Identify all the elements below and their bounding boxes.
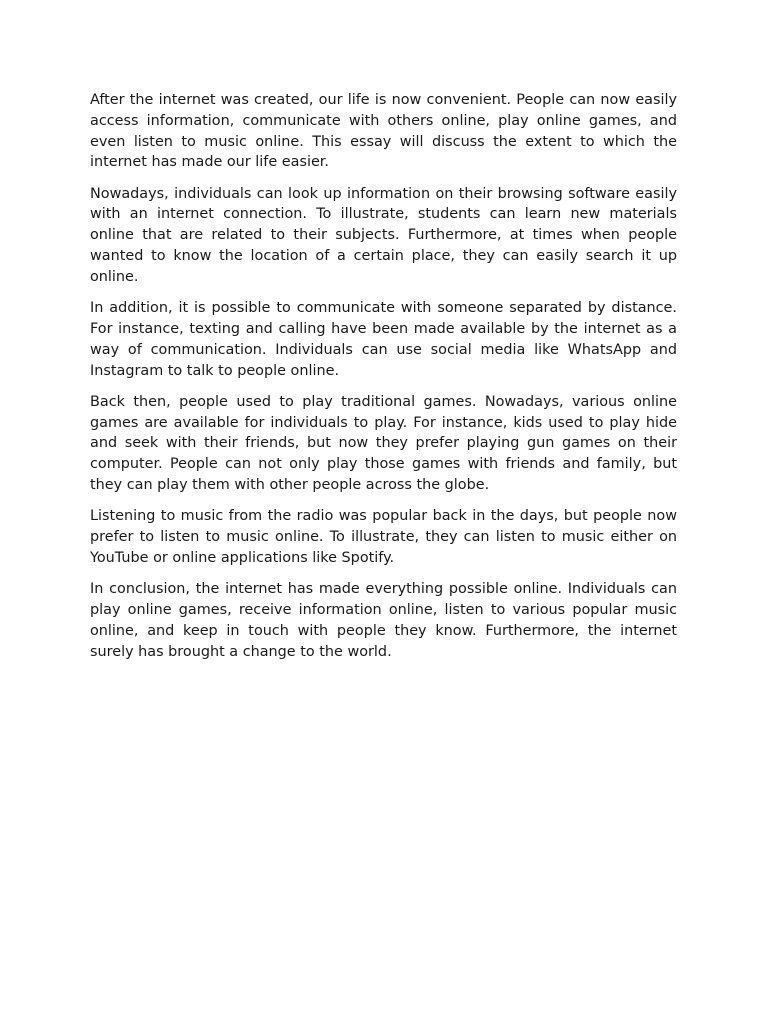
paragraph-introduction: After the internet was created, our life is now convenient. People can now easily access information, communicate with others online, play online games, and even listen to music online. This essay will discuss the extent to which the internet has made our life easier. [90,92,677,171]
paragraph-online-games: Back then, people used to play traditional games. Nowadays, various online games are available for individuals to play. For instance, kids used to play hide and seek with their friends, but now they prefer playing gun games on their computer. People can not only play those games with friends and family, but they can play them with other people across the globe. [90,393,677,494]
paragraph-information-access: Nowadays, individuals can look up information on their browsing software easily with an internet connection. To illustrate, students can learn new materials online that are related to their subjects. Furthermore, at times when people wanted to know the location of a certain place, they can easily search it up online. [90,185,677,285]
paragraph-communication: In addition, it is possible to communicate with someone separated by distance. For instance, texting and calling have been made available by the internet as a way of communication. Individuals can use social media like WhatsApp and Instagram to talk to people online. [90,300,677,379]
document-page [90,90,677,673]
paragraph-conclusion: In conclusion, the internet has made everything possible online. Individuals can play online games, receive information online, listen to various popular music online, and keep in touch with people they know. Furthermore, the internet surely has brought a change to the world. [90,581,677,660]
paragraph-music: Listening to music from the radio was popular back in the days, but people now prefer to listen to music online. To illustrate, they can listen to music either on YouTube or online applications like Spotify. [90,508,677,566]
